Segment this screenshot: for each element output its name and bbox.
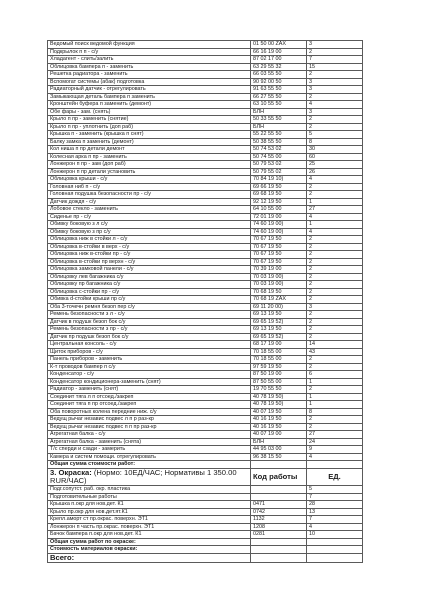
labor-rows bbox=[48, 41, 363, 461]
table-row bbox=[48, 236, 363, 244]
cell-work-name: Ведущ рычаг независ подвес п п пр раз-кр bbox=[48, 423, 251, 431]
table-row bbox=[48, 153, 363, 161]
cell-work-name: Замыкающая деталь бампера п заменить bbox=[48, 93, 251, 101]
cell-work-code: 66 16 19 00 bbox=[251, 48, 307, 56]
cell-units: 1 bbox=[307, 378, 363, 386]
cell-work-name: Агрегатная балка - заменить (снята) bbox=[48, 438, 251, 446]
cell-work-name: Облицовка с-стойки пр - с/у bbox=[48, 288, 251, 296]
cell-work-code: 63 29 55 32 bbox=[251, 63, 307, 71]
cell-work-code: 01 50 00 ZAX bbox=[251, 41, 307, 49]
cell-units: 1 bbox=[307, 221, 363, 229]
cell-work-code bbox=[251, 486, 307, 494]
cell-units: 2 bbox=[307, 183, 363, 191]
cell-work-name: К-т проводов бампер п с/у bbox=[48, 363, 251, 371]
cell-units: 10 bbox=[307, 531, 363, 539]
cell-work-code: 0281 bbox=[251, 531, 307, 539]
cell-units: 4 bbox=[307, 101, 363, 109]
cell-units: 2 bbox=[307, 48, 363, 56]
cell-work-code: 40 78 19 50) bbox=[251, 393, 307, 401]
cell-units: 15 bbox=[307, 63, 363, 71]
cell-units: 6 bbox=[307, 371, 363, 379]
cell-work-name: Панель приборов - заменить bbox=[48, 356, 251, 364]
cell-work-name: Подкрылок п п - с/у bbox=[48, 48, 251, 56]
cell-units: 7 bbox=[307, 516, 363, 524]
cell-units: 2 bbox=[307, 423, 363, 431]
cell-work-name: Обивку боковую з пр с/у bbox=[48, 228, 251, 236]
cell-work-code: 50 79 53 02 bbox=[251, 161, 307, 169]
table-row bbox=[48, 431, 363, 439]
cell-work-name: Хладагент - слить/залить bbox=[48, 56, 251, 64]
cell-units: 3 bbox=[307, 41, 363, 49]
cell-work-name: Обе фары - зам. (снять) bbox=[48, 108, 251, 116]
cell-work-name: Решетка радиатора - заменить bbox=[48, 71, 251, 79]
table-row bbox=[48, 508, 363, 516]
cell-units: 5 bbox=[307, 486, 363, 494]
cell-work-name: Лонжерон п пр детали установить bbox=[48, 168, 251, 176]
cell-work-code: 68 17 19 00 bbox=[251, 341, 307, 349]
cell-work-code: 70 03 19 00) bbox=[251, 281, 307, 289]
cell-units: 2 bbox=[307, 123, 363, 131]
cell-units: 14 bbox=[307, 341, 363, 349]
cell-work-name: Конденсатор - с/у bbox=[48, 371, 251, 379]
cell-units: 4 bbox=[307, 453, 363, 461]
estimate-table bbox=[47, 40, 363, 563]
cell-work-name: Соединит тяга л п отсоед./закреп bbox=[48, 393, 251, 401]
table-row bbox=[48, 438, 363, 446]
cell-work-name: Облицовка крыши - с/у bbox=[48, 176, 251, 184]
cell-units: 4 bbox=[307, 176, 363, 184]
cell-work-code: 66 27 55 50 bbox=[251, 93, 307, 101]
table-row bbox=[48, 101, 363, 109]
cell-units: 2 bbox=[307, 243, 363, 251]
cell-work-code: 40 16 19 50 bbox=[251, 416, 307, 424]
cell-units: 2 bbox=[307, 386, 363, 394]
footer-block bbox=[48, 538, 363, 562]
cell-work-name: Ведущ рычаг независ подвес л п р раз-кр bbox=[48, 416, 251, 424]
cell-work-code: 50 33 55 50 bbox=[251, 116, 307, 124]
cell-work-code: БЛН bbox=[251, 108, 307, 116]
table-row bbox=[48, 516, 363, 524]
cell-work-code: 96 38 15 50 bbox=[251, 453, 307, 461]
cell-work-code: 70 67 19 50 bbox=[251, 236, 307, 244]
cell-work-code: 70 39 19 00 bbox=[251, 266, 307, 274]
cell-work-code: 44 95 03 00 bbox=[251, 446, 307, 454]
table-row bbox=[48, 116, 363, 124]
table-row bbox=[48, 386, 363, 394]
cell-work-name: Кронштейн буфера п заменить (демонт) bbox=[48, 101, 251, 109]
labor-total-row bbox=[48, 461, 363, 469]
table-row bbox=[48, 71, 363, 79]
cell-work-code: 69 68 19 50 bbox=[251, 191, 307, 199]
cell-work-code: 70 18 55 00 bbox=[251, 348, 307, 356]
cell-work-code: 63 10 55 50 bbox=[251, 101, 307, 109]
painting-col-code: Код работы bbox=[251, 468, 307, 486]
cell-work-name: Радиатор - заменить (снят) bbox=[48, 386, 251, 394]
cell-work-name: Лонжерон п часть пр.окрас. поверхн. ЭТ1 bbox=[48, 523, 251, 531]
cell-units: 9 bbox=[307, 446, 363, 454]
cell-work-name: Датчик дождя - с/у bbox=[48, 198, 251, 206]
table-row bbox=[48, 108, 363, 116]
cell-units: 28 bbox=[307, 501, 363, 509]
cell-work-name: Головная ниб п - с/у bbox=[48, 183, 251, 191]
cell-work-code: 0471 bbox=[251, 501, 307, 509]
table-row bbox=[48, 266, 363, 274]
cell-units: 3 bbox=[307, 108, 363, 116]
cell-work-code: 70 68 19 ZAX bbox=[251, 296, 307, 304]
cell-work-code: 91 63 55 50 bbox=[251, 86, 307, 94]
cell-units: 2 bbox=[307, 281, 363, 289]
cell-units: 2 bbox=[307, 236, 363, 244]
cell-units: 4 bbox=[307, 213, 363, 221]
cell-work-name: Щиток приборов - с/у bbox=[48, 348, 251, 356]
table-row bbox=[48, 296, 363, 304]
table-row bbox=[48, 523, 363, 531]
table-row bbox=[48, 161, 363, 169]
table-row bbox=[48, 303, 363, 311]
table-row bbox=[48, 371, 363, 379]
table-row bbox=[48, 213, 363, 221]
cell-work-name: Головная подушка безопасности пр - с/у bbox=[48, 191, 251, 199]
cell-units: 1 bbox=[307, 401, 363, 409]
cell-work-name: Крыло п пр - заменить (снятие) bbox=[48, 116, 251, 124]
table-row bbox=[48, 168, 363, 176]
cell-units: 2 bbox=[307, 116, 363, 124]
cell-work-name: Камера и систем помощи. отрегулировать bbox=[48, 453, 251, 461]
table-row bbox=[48, 326, 363, 334]
cell-work-code: 69 11 20 00) bbox=[251, 303, 307, 311]
cell-work-name: Обивка d-стойки крыши пр с/у bbox=[48, 296, 251, 304]
cell-units: 25 bbox=[307, 161, 363, 169]
table-row bbox=[48, 423, 363, 431]
cell-work-name: Облицовку лев багажника с/у bbox=[48, 273, 251, 281]
cell-units: 1 bbox=[307, 198, 363, 206]
cell-work-name: Облицовка в-стойки пр верхн - с/у bbox=[48, 258, 251, 266]
cell-work-name: Бачок бампера п.окр для нов.дет. К1 bbox=[48, 531, 251, 539]
table-row bbox=[48, 446, 363, 454]
cell-work-code: 69 65 19 52) bbox=[251, 333, 307, 341]
cell-work-code: 74 60 19 00) bbox=[251, 228, 307, 236]
cell-units: 3 bbox=[307, 86, 363, 94]
table-row bbox=[48, 123, 363, 131]
cell-work-code: 87 50 55 00 bbox=[251, 378, 307, 386]
cell-work-code: 50 74 53 02 bbox=[251, 146, 307, 154]
cell-units: 3 bbox=[307, 303, 363, 311]
table-row bbox=[48, 221, 363, 229]
table-row bbox=[48, 311, 363, 319]
labor-total-label: Общая сумма стоимости работ: bbox=[48, 461, 251, 469]
table-row bbox=[48, 251, 363, 259]
cell-work-name: Крепл.аморт ст пр.окрас. поверхн. ЭТ1 bbox=[48, 516, 251, 524]
painting-rows bbox=[48, 486, 363, 539]
table-row bbox=[48, 138, 363, 146]
painting-header-row bbox=[48, 468, 363, 486]
cell-work-name: Облицовка в-стойки в верх - с/у bbox=[48, 243, 251, 251]
table-row bbox=[48, 228, 363, 236]
cell-units: 2 bbox=[307, 333, 363, 341]
cell-work-code: 69 66 19 50 bbox=[251, 183, 307, 191]
table-row bbox=[48, 288, 363, 296]
cell-units: 2 bbox=[307, 288, 363, 296]
cell-units: 2 bbox=[307, 311, 363, 319]
cell-units: 5 bbox=[307, 131, 363, 139]
cell-work-name: Лобовое стекло - заменить bbox=[48, 206, 251, 214]
cell-work-code: 50 79 55 02 bbox=[251, 168, 307, 176]
cell-work-code: 40 16 19 50 bbox=[251, 423, 307, 431]
cell-work-code: 40 07 19 50 bbox=[251, 408, 307, 416]
estimate-sheet bbox=[47, 40, 363, 563]
cell-units: 27 bbox=[307, 431, 363, 439]
cell-work-code: 1208 bbox=[251, 523, 307, 531]
cell-work-code: БЛН bbox=[251, 438, 307, 446]
cell-work-name: Лонжерон п пр - зам (доп раб) bbox=[48, 161, 251, 169]
cell-units: 2 bbox=[307, 93, 363, 101]
table-row bbox=[48, 63, 363, 71]
cell-units: 2 bbox=[307, 273, 363, 281]
cell-work-name: Облицовка бампера п - заменить bbox=[48, 63, 251, 71]
cell-units: 27 bbox=[307, 206, 363, 214]
cell-work-code: 97 59 19 50 bbox=[251, 363, 307, 371]
cell-work-code: 50 38 55 50 bbox=[251, 138, 307, 146]
cell-work-name: Радиаторный датчик - отрегулировать bbox=[48, 86, 251, 94]
paint-materials-label: Стоимость материалов окраски: bbox=[48, 546, 251, 554]
cell-work-name: Ремень безопасности з пр - с/у bbox=[48, 326, 251, 334]
cell-work-name: Балку замка п заменить (демонт) bbox=[48, 138, 251, 146]
cell-work-code: 69 65 19 52) bbox=[251, 318, 307, 326]
cell-work-code: 92 12 19 50 bbox=[251, 198, 307, 206]
table-row bbox=[48, 281, 363, 289]
cell-units: 4 bbox=[307, 523, 363, 531]
cell-work-name: Вспомогат системы (абак) подготовка bbox=[48, 78, 251, 86]
cell-units: 2 bbox=[307, 356, 363, 364]
cell-units: 2 bbox=[307, 266, 363, 274]
cell-work-name: Крышка п.окр для нов.дет. К1 bbox=[48, 501, 251, 509]
cell-work-code: 70 68 19 50 bbox=[251, 288, 307, 296]
table-row bbox=[48, 183, 363, 191]
cell-units: 3 bbox=[307, 78, 363, 86]
cell-work-name: Облицовка ниж в стойки л - с/у bbox=[48, 236, 251, 244]
cell-work-code: 1132 bbox=[251, 516, 307, 524]
cell-work-name: Облицовка замковой панели - с/у bbox=[48, 266, 251, 274]
cell-work-name: Датчик в подушк безоп бок с/у bbox=[48, 318, 251, 326]
cell-units: 2 bbox=[307, 416, 363, 424]
cell-work-name: Агрегатная балка - с/у bbox=[48, 431, 251, 439]
table-row bbox=[48, 348, 363, 356]
cell-units: 4 bbox=[307, 228, 363, 236]
cell-work-name: Соединит тяга п пр отсоед./закреп bbox=[48, 401, 251, 409]
cell-work-code: 0742 bbox=[251, 508, 307, 516]
table-row bbox=[48, 206, 363, 214]
grand-total-label: Всего: bbox=[48, 553, 251, 562]
cell-units: 1 bbox=[307, 393, 363, 401]
paint-materials-row bbox=[48, 546, 363, 554]
cell-units: 8 bbox=[307, 138, 363, 146]
cell-work-code: 70 67 19 50 bbox=[251, 258, 307, 266]
cell-work-name: Ведомый поиск ведомой функция bbox=[48, 41, 251, 49]
cell-work-code: БЛН bbox=[251, 123, 307, 131]
cell-work-name: Кол ниша п пр детали демонт bbox=[48, 146, 251, 154]
grand-total-row bbox=[48, 553, 363, 562]
table-row bbox=[48, 243, 363, 251]
cell-work-code: 87 02 17 00 bbox=[251, 56, 307, 64]
table-row bbox=[48, 453, 363, 461]
table-row bbox=[48, 501, 363, 509]
cell-work-code: 50 74 55 00 bbox=[251, 153, 307, 161]
cell-work-name: Обивку боковую з л с/у bbox=[48, 221, 251, 229]
cell-work-name: Оба 3-точечн ремня безоп пер с/у bbox=[48, 303, 251, 311]
cell-work-name: Подг.сопутст. раб. окр. пластика bbox=[48, 486, 251, 494]
cell-units: 60 bbox=[307, 153, 363, 161]
cell-work-code: 69 13 19 50 bbox=[251, 326, 307, 334]
table-row bbox=[48, 56, 363, 64]
paint-work-sum-row bbox=[48, 538, 363, 546]
cell-work-name: Крыло пр.окр для нов.дет.ят.К1 bbox=[48, 508, 251, 516]
table-row bbox=[48, 363, 363, 371]
cell-work-name: Оба поворотных колена передние ниж. с/у bbox=[48, 408, 251, 416]
cell-work-code: 19 70 55 50 bbox=[251, 386, 307, 394]
cell-work-name: Датчик пр подушк безоп бок с/у bbox=[48, 333, 251, 341]
cell-units: 26 bbox=[307, 168, 363, 176]
cell-work-name: Сиденье пр - с/у bbox=[48, 213, 251, 221]
table-row bbox=[48, 78, 363, 86]
cell-work-code: 87 50 19 00 bbox=[251, 371, 307, 379]
cell-units: 2 bbox=[307, 251, 363, 259]
cell-work-code: 66 03 55 50 bbox=[251, 71, 307, 79]
painting-title: 3. Окраска: (Нормо: 10ЕД/ЧАС; Нормативы 1 350.00 RUR/ЧАС) bbox=[48, 468, 251, 486]
cell-work-name: Конденсатор кондиционера-заменить (снят) bbox=[48, 378, 251, 386]
cell-work-name: Крыло п пр - уплотнить (доп раб) bbox=[48, 123, 251, 131]
table-row bbox=[48, 356, 363, 364]
table-row bbox=[48, 341, 363, 349]
table-row bbox=[48, 401, 363, 409]
table-row bbox=[48, 493, 363, 501]
table-row bbox=[48, 318, 363, 326]
cell-work-code bbox=[251, 493, 307, 501]
cell-units: 8 bbox=[307, 408, 363, 416]
table-row bbox=[48, 273, 363, 281]
cell-work-code: 70 67 19 50 bbox=[251, 243, 307, 251]
cell-work-name: Ремень безопасности з л - с/у bbox=[48, 311, 251, 319]
cell-work-name: Колесная арка п пр - заменить bbox=[48, 153, 251, 161]
table-row bbox=[48, 333, 363, 341]
cell-work-name: Подготовительные работы bbox=[48, 493, 251, 501]
cell-work-name: Т/с сперди и сзади - замерить bbox=[48, 446, 251, 454]
labor-total-block bbox=[48, 461, 363, 486]
cell-units: 7 bbox=[307, 56, 363, 64]
table-row bbox=[48, 191, 363, 199]
cell-work-code: 55 22 55 50 bbox=[251, 131, 307, 139]
cell-units: 24 bbox=[307, 438, 363, 446]
cell-work-code: 40 78 19 50) bbox=[251, 401, 307, 409]
table-row bbox=[48, 48, 363, 56]
cell-work-code: 69 13 19 50 bbox=[251, 311, 307, 319]
table-row bbox=[48, 393, 363, 401]
paint-work-sum-label: Общая сумма работ по окраске: bbox=[48, 538, 251, 546]
cell-work-name: Облицовка ниж в-стойки пр - с/у bbox=[48, 251, 251, 259]
cell-units: 2 bbox=[307, 71, 363, 79]
cell-units: 2 bbox=[307, 191, 363, 199]
table-row bbox=[48, 131, 363, 139]
cell-units: 2 bbox=[307, 258, 363, 266]
cell-units: 2 bbox=[307, 326, 363, 334]
cell-units: 30 bbox=[307, 146, 363, 154]
cell-units: 2 bbox=[307, 318, 363, 326]
table-row bbox=[48, 258, 363, 266]
table-row bbox=[48, 416, 363, 424]
cell-work-code: 70 03 19 00) bbox=[251, 273, 307, 281]
table-row bbox=[48, 531, 363, 539]
cell-units: 2 bbox=[307, 296, 363, 304]
cell-work-name: Облицовку пр багажника с/у bbox=[48, 281, 251, 289]
cell-units: 7 bbox=[307, 493, 363, 501]
table-row bbox=[48, 86, 363, 94]
cell-work-code: 90 92 00 50 bbox=[251, 78, 307, 86]
table-row bbox=[48, 198, 363, 206]
cell-work-code: 74 60 19 00) bbox=[251, 221, 307, 229]
cell-work-name: Центральная консоль - с/у bbox=[48, 341, 251, 349]
table-row bbox=[48, 486, 363, 494]
cell-work-code: 70 67 19 50 bbox=[251, 251, 307, 259]
cell-units: 13 bbox=[307, 508, 363, 516]
table-row bbox=[48, 176, 363, 184]
cell-work-name: Крышка п - заменить (крышка п снят) bbox=[48, 131, 251, 139]
table-row bbox=[48, 378, 363, 386]
cell-work-code: 40 07 19 00 bbox=[251, 431, 307, 439]
cell-units: 43 bbox=[307, 348, 363, 356]
table-row bbox=[48, 408, 363, 416]
table-row bbox=[48, 93, 363, 101]
cell-work-code: 64 10 55 00 bbox=[251, 206, 307, 214]
cell-work-code: 70 18 55 00 bbox=[251, 356, 307, 364]
painting-col-unit: ЕД. bbox=[307, 468, 363, 486]
cell-work-code: 72 01 19 00 bbox=[251, 213, 307, 221]
cell-units: 2 bbox=[307, 363, 363, 371]
table-row bbox=[48, 146, 363, 154]
cell-work-code: 70 84 19 10) bbox=[251, 176, 307, 184]
table-row bbox=[48, 41, 363, 49]
